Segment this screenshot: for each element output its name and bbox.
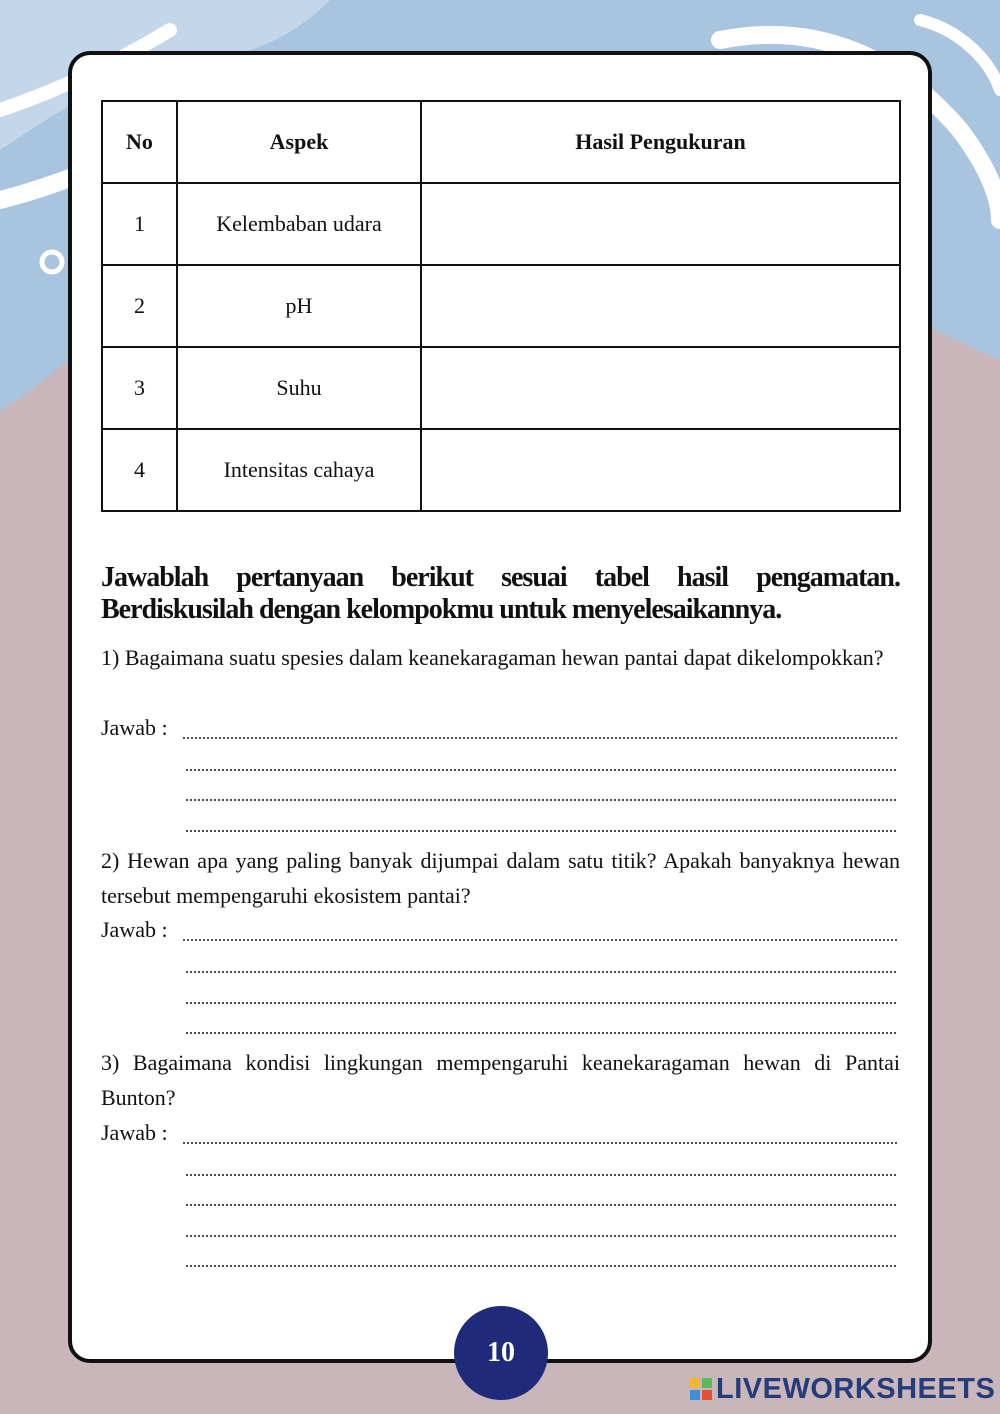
cell-aspek: Kelembaban udara [177,183,421,265]
answer-2-line-1[interactable] [101,917,899,947]
answer-3-line-3[interactable] [101,1182,899,1212]
cell-aspek: pH [177,265,421,347]
page-number-badge: 10 [454,1306,548,1400]
question-2-text: 2) Hewan apa yang paling banyak dijumpai dalam satu titik? Apakah banyaknya hewan tersebut mempengaruhi ekosistem pantai? [101,848,900,908]
question-1-text: 1) Bagaimana suatu spesies dalam keanekaragaman hewan pantai dapat dikelompokkan? [101,645,884,670]
dotted-answer-line [185,1174,897,1176]
cell-aspek: Intensitas cahaya [177,429,421,511]
answer-1-line-3[interactable] [101,777,899,807]
column-header-hasil: Hasil Pengukuran [421,101,900,183]
dotted-answer-line [185,971,897,973]
answer-label: Jawab : [101,1120,168,1145]
dotted-answer-line [182,737,898,739]
cell-no: 3 [102,347,177,429]
cell-hasil-input[interactable] [421,265,900,347]
answer-2-line-4[interactable] [101,1010,899,1040]
liveworksheets-logo-icon [690,1378,712,1400]
answer-2-line-2[interactable] [101,949,899,979]
dotted-answer-line [185,769,897,771]
dotted-answer-line [182,939,898,941]
cell-hasil-input[interactable] [421,347,900,429]
instructions-line-1: Jawablah pertanyaan berikut sesuai tabel hasil pengamatan. [101,562,900,593]
dotted-answer-line [185,1265,897,1267]
answer-3-line-5[interactable] [101,1243,899,1273]
cell-no: 1 [102,183,177,265]
cell-aspek: Suhu [177,347,421,429]
answer-1-line-4[interactable] [101,808,899,838]
dotted-answer-line [182,1142,898,1144]
question-3-text: 3) Bagaimana kondisi lingkungan mempengaruhi keanekaragaman hewan di Pantai Bunton? [101,1050,900,1110]
dotted-answer-line [185,1204,897,1206]
dotted-answer-line [185,1032,897,1034]
answer-3-line-1[interactable] [101,1120,899,1150]
answer-3-line-4[interactable] [101,1213,899,1243]
answer-label: Jawab : [101,715,168,740]
column-header-no: No [102,101,177,183]
dotted-answer-line [185,1235,897,1237]
table-row [102,265,900,347]
dotted-answer-line [185,830,897,832]
cell-hasil-input[interactable] [421,183,900,265]
cell-no: 2 [102,265,177,347]
instructions-heading [101,562,900,626]
table-header-row [102,101,900,183]
answer-3-line-2[interactable] [101,1152,899,1182]
instructions-line-2: Berdiskusilah dengan kelompokmu untuk menyelesaikannya. [101,594,782,625]
observation-table [101,100,901,512]
table-row [102,429,900,511]
answer-1-line-2[interactable] [101,747,899,777]
answer-label: Jawab : [101,917,168,942]
dotted-answer-line [185,799,897,801]
table-row [102,183,900,265]
answer-2-line-3[interactable] [101,980,899,1010]
table-row [102,347,900,429]
liveworksheets-watermark [690,1372,995,1406]
cell-hasil-input[interactable] [421,429,900,511]
answer-1-line-1[interactable] [101,715,899,745]
column-header-aspek: Aspek [177,101,421,183]
cell-no: 4 [102,429,177,511]
dotted-answer-line [185,1002,897,1004]
watermark-text: LIVEWORKSHEETS [716,1372,996,1405]
